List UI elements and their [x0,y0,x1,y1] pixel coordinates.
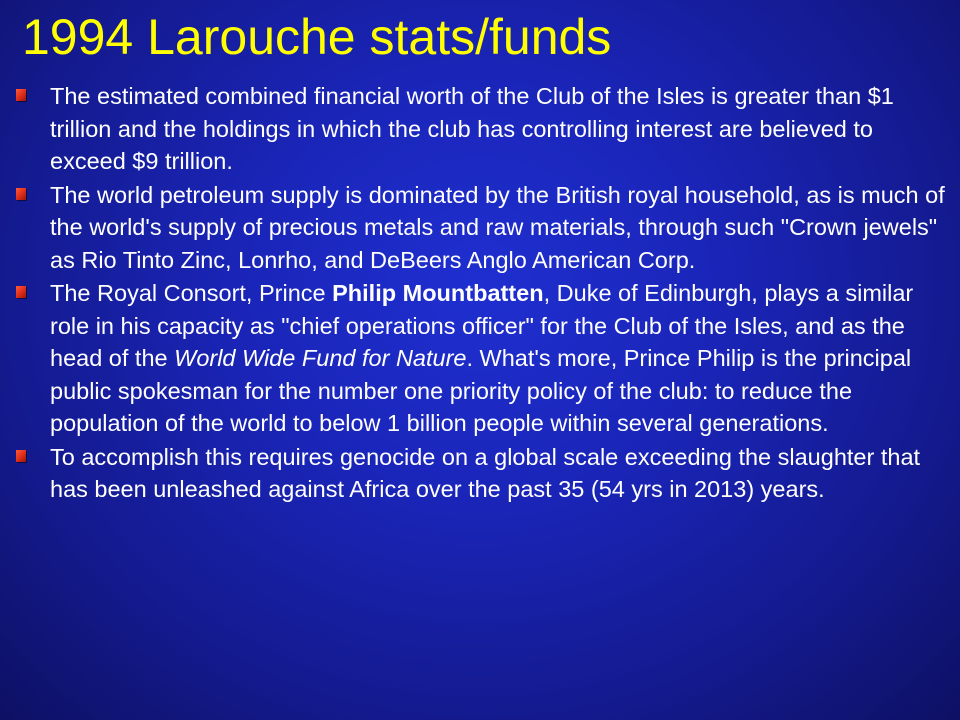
bullet-list [10,80,950,507]
bullet-text: To accomplish this requires genocide on a global scale exceeding the slaughter that has been unleashed against Africa over the past 35 (54 yrs in 2013) years. [50,443,921,502]
bullet-square-icon [16,89,26,101]
bullet-text-italic: World Wide Fund for Nature [174,345,467,371]
bullet-square-icon [16,450,26,462]
bullet-text-part2: , Duke of Edinburgh, plays a similar role in his capacity as "chief operations officer" for the Club of the Isles, and as the head of the [50,280,914,371]
bullet-square-icon [16,188,26,200]
bullet-square-icon [16,286,26,298]
slide-title: 1994 Larouche stats/funds [22,9,612,65]
bullet-item-3 [10,277,950,440]
bullet-item-4 [10,441,950,506]
bullet-item-2 [10,179,950,277]
bullet-text-part3: . What's more, Prince Philip is the principal public spokesman for the number one priority policy of the club: to reduce the population of the world to below 1 billion people within several generations. [50,345,912,436]
bullet-item-1 [10,80,950,178]
bullet-text-bold: Philip Mountbatten [332,280,544,306]
bullet-text: The world petroleum supply is dominated by the British royal household, as is much of the world's supply of precious metals and raw materials, through such "Crown jewels" as Rio Tinto Zinc, Lonrho, and DeBeers Anglo American Corp. [50,181,945,273]
bullet-text-part1: The Royal Consort, Prince [50,280,333,306]
bullet-text: The estimated combined financial worth of the Club of the Isles is greater than $1 trillion and the holdings in which the club has controlling interest are believed to exceed $9 trillion. [50,83,894,174]
